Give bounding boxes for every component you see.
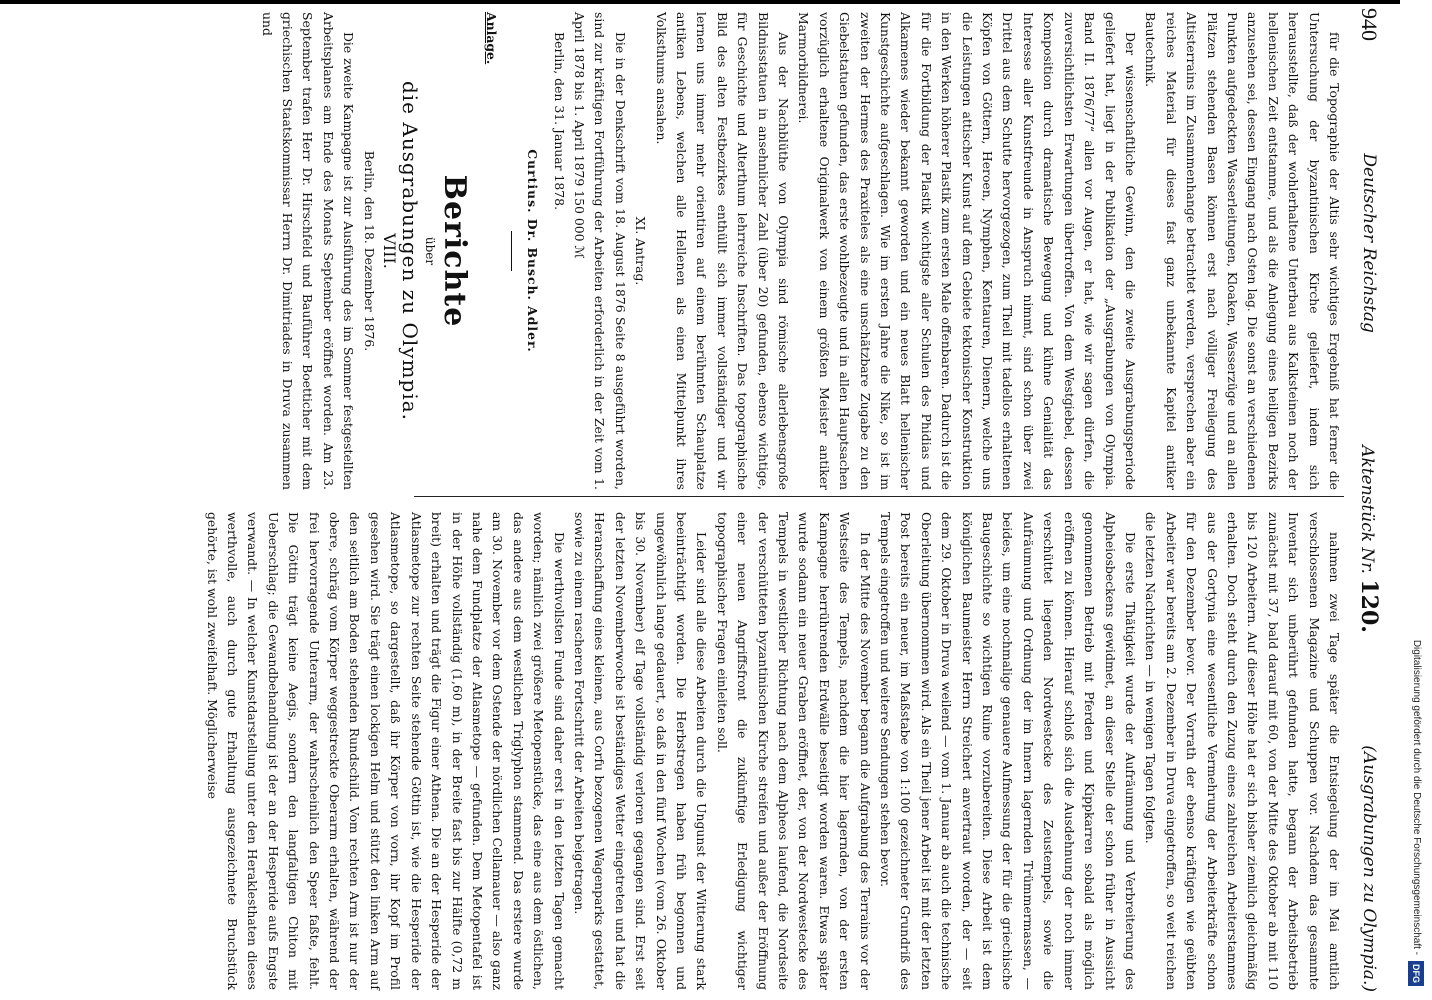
paragraph: nahmen zwei Tage später die Entsiegelung der im Mai amtlich verschlossenen Magazine und Schuppen vor. Nachdem das gesammte Inventar sich unberührt gefunden hatte, begann der Arbeitsbetrieb zunächst mit 37, bald darauf mit 60, von der Mitte des Oktober ab mit 110 bis 120 Arbeitern. Auf dieser Höhe hat er sich bisher ziemlich gleichmäßig erhalten. Doch steht durch den Zuzug eines zahlreichen Arbeiterstammes aus der Gortynia eine wesentliche Vermehrung der Arbeiterkräfte schon für den Dezember bevor. Der Vorrath der ebenso kräftigen wie geübten Arbeiter war bereits am 2. Dezember in Druva eingetroffen, so weit reichen die letzten Nachrichten — in wenigen Tagen folgten. xyxy=(1143,512,1342,990)
antrag-heading: XI. Antrag. xyxy=(633,216,649,286)
column-divider xyxy=(414,496,1344,497)
credit-text-wrapper xyxy=(1404,14,1428,986)
page-edge-line xyxy=(0,0,1400,4)
ueber-line: über xyxy=(422,236,437,266)
paragraph: In der Mitte des November begann die Aufgrabung des Terrains vor der Westseite des Tempels, nachdem die hier lagernden, von der ersten Kampagne herrührenden Erdwälle beseitigt worden waren. Etwas später wurde sodann ein neuer Graben eröffnet, der, von der Nordwestecke des Tempels in westlicher Richtung nach dem Alpheos laufend, die Nordseite der verschütteten byzantinischen Kirche streifen und außer der Eröffnung einer neuen Angriffsfront die zukünftige Erledigung wichtiger topographischer Fragen einleiten soll. xyxy=(714,512,873,990)
dfg-logo: DFG xyxy=(1408,961,1424,986)
left-column xyxy=(256,12,1344,490)
separator-rule xyxy=(511,231,512,271)
header-left-title: Deutscher Reichstag xyxy=(1359,153,1379,333)
anlage-label: Anlage. xyxy=(483,12,499,65)
digitization-credit xyxy=(1404,14,1428,986)
credit-text: Digitalisierung gefördert durch die Deutsche Forschungsgemeinschaft - xyxy=(1411,639,1422,955)
header-center xyxy=(1356,445,1382,633)
date-line: Berlin, den 31. Januar 1878. xyxy=(551,32,567,211)
paragraph: Die in der Denkschrift vom 18. August 1876 Seite 8 ausgeführt worden, sind zur kräftigen Fortführung der Arbeiten erforderlich in der Zeit vom 1. April 1878 bis 1. April 1879 150 000 ℳ xyxy=(571,12,628,490)
berichte-title: Berichte xyxy=(437,174,473,328)
signature-names: Curtius. Dr. Busch. Adler. xyxy=(525,149,541,353)
header-center-title: Aktenstück Nr. xyxy=(1357,445,1377,574)
page-header xyxy=(1352,8,1386,992)
paragraph: Leider sind alle diese Arbeiten durch die Ungunst der Witterung stark beeinträchtigt worden. Die Herbstregen haben früh begonnen und ungewöhnlich lange gedauert, so daß in den fünf Wochen (vom 26. Oktober bis 30. November) elf Tage vollständig verloren gegangen sind. Erst seit der letzten Novemberwoche ist beständiges Wetter eingetreten und hat die Heranschaffung eines kleinen, aus Corfu bezogenen Wagenparks gestattet, sowie zu einem rascheren Fortschritt der Arbeiten beigetragen. xyxy=(571,512,710,990)
document-number: 120. xyxy=(1356,579,1382,633)
paragraph: Die werthvollsten Funde sind daher erst in den letzten Tagen gemacht worden; nämlich zwei größere Metopenstücke, das eine aus dem östlichen, das andere aus dem westlichen Triglyphon stammend. Das erstere wurde am 30. November vor dem Ostende der nördlichen Cellamauer — also ganz nahe dem Fundplatze der Atlasmetope — gefunden. Dem Metopentafel ist in der Höhe vollständig (1,60 m), in der Breite fast bis zur Hälfte (0,72 m breit) erhalten und trägt die Figur einer Athena. Die an der Hesperide der Atlasmetope zur rechten Seite stehende Göttin ist, wie die Hesperide der Atlasmetope, so dargestellt, daß ihr Körper von vorn, ihr Kopf im Profil gesehen wird. Sie trägt einen lockigen Helm und stützt den linken Arm auf den seitlich am Boden stehenden Rundschild. Vom rechten Arm ist nur der obere, schräg vom Körper weggestreckte Oberarm erhalten, während der frei hervorragende Unterarm, der wahrscheinlich den Speer faßte, fehlt. Die Göttin trägt keine Aegis, sondern den langfaltigen Chiton mit Ueberschlag; die Gewandbehandlung ist der an der Hesperide aufs Engste verwandt. — In welcher Kunstdarstellung unter den Heraklesthaten dieses werthvolle, auch durch gute Erhaltung ausgezeichnete Bruchstück gehörte, ist wohl zweifelhaft. Möglicherweise xyxy=(204,512,567,990)
paragraph: Die zweite Kampagne ist zur Ausführung des im Sommer festgestellten Arbeitsplanes am Ende des Monats September eröffnet worden. Am 23. September trafen Herr Dr. Hirschfeld und Bauführer Boetticher mit dem griechischen Staatskommissar Herrn Dr. Dimitriades in Druva zusammen und xyxy=(259,12,357,490)
page-number: 940 xyxy=(1357,8,1382,41)
report-number: VIII. xyxy=(380,233,400,269)
paragraph: Der wissenschaftliche Gewinn, den die zweite Ausgrabungsperiode geliefert hat, liegt in der Publikation der „Ausgrabungen von Olympia. Band II. 1876/77“ allen vor Augen, er hat, wie wir sagen dürfen, die zuversichtlichsten Erwartungen übertroffen. Von dem Westgiebel, dessen Komposition durch dramatische Bewegung und kühne Genialität das Interesse aller Kunstfreunde in Anspruch nimmt, sind schon über zwei Drittel aus dem Schutte hervorgezogen, zum Theil mit tadellos erhaltenen Köpfen von Göttern, Heroen, Nymphen, Kentauren, Dienern, welche uns die Leistungen attischer Kunst auf dem Gebiete tektonischer Konstruktion in den Werken höherer Plastik zum ersten Male offenbaren. Dadurch ist die für die Fortbildung der Plastik wichtigste aller Schulen des Phidias und Alkamenes wieder bekannt geworden und ein neues Blatt hellenischer Kunstgeschichte aufgeschlagen. Wie im ersten Jahre die Nike, so ist im zweiten der Hermes des Praxiteles als eine unschätzbare Zugabe zu den Giebelstatuen gefunden, das erste wohlbezeugte und in allen Hauptsachen vorzüglich erhaltene Originalwerk von einem größten Meister antiker Marmorbildnerei. xyxy=(796,12,1138,490)
header-right-title: (Ausgrabungen zu Olympia.) xyxy=(1359,745,1379,992)
signatures xyxy=(522,12,542,490)
paragraph: Aus der Nachblüthe von Olympia sind römische allerlebensgroße Bildnisstatuen in ansehnlicher Zahl (über 20) gefunden, ebenso wichtige, für Geschichte und Alterthum lehrreiche Inschriften. Das topographische Bild des alten Festbezirkes enthüllt sich immer vollständiger und wir lernen uns immer mehr orientiren auf einem berühmten Schauplatze antiken Lebens, welchen alle Hellenen als einen Mittelpunkt ihres Volksthums ansahen. xyxy=(653,12,792,490)
report-date: Berlin, den 18. Dezember 1876. xyxy=(361,150,377,352)
paragraph: Die erste Thätigkeit wurde der Aufräumung und Verbreiterung des Alpheiosbeckens gewidmet, an dieser Stelle der schon früher in Aussicht genommenen Betrieb mit Pferden und Kippkarren sobald als möglich eröffnen zu können. Hierauf schloß sich die Ausdehnung der noch immer verschüttet liegenden Nordwestecke des Zeustempels, sowie die Aufräumung und Ordnung der im Innern lagernden Trümmermassen, — beides, um eine nochmalige genauere Aufmessung der für die griechische Baugeschichte so wichtigen Ruine vorzubereiten. Diese Arbeit ist dem königlichen Baumeister Herrn Streichert anvertraut worden, der — seit dem 29. Oktober in Druva weilend — vom 1. Januar ab auch die technische Oberleitung übernommen wird. Als ein Theil jener Arbeit ist mit der letzten Post bereits ein neuer, im Maßstabe von 1:100 gezeichneter Grundriß des Tempels eingetroffen und weitere Sendungen stehen bevor. xyxy=(878,512,1138,990)
paragraph: für die Topographie der Altis sehr wichtiges Ergebniß hat ferner die Untersuchung der byzantinischen Kirche geliefert, indem sich herausstellte, daß der wohlerhaltene Unterbau aus Kalksteinen noch der hellenischen Zeit entstamme, und als die Anlegung eines heiligen Bezirks anzusehen sei, dessen Eingang nach Osten lag. Die sonst an verschiedenen Punkten aufgedeckten Wasserleitungen, Kloaken, Wasserzüge und an allen Plätzen stehenden Basen können erst nach völliger Freilegung des Altisterrains im Zusammenhange betrachtet werden, versprechen aber ein reiches Material für dieses fast ganz unbekannte Kapitel antiker Bautechnik. xyxy=(1143,12,1342,490)
right-column xyxy=(201,512,1344,990)
report-subject: die Ausgrabungen zu Olympia. xyxy=(397,80,422,422)
